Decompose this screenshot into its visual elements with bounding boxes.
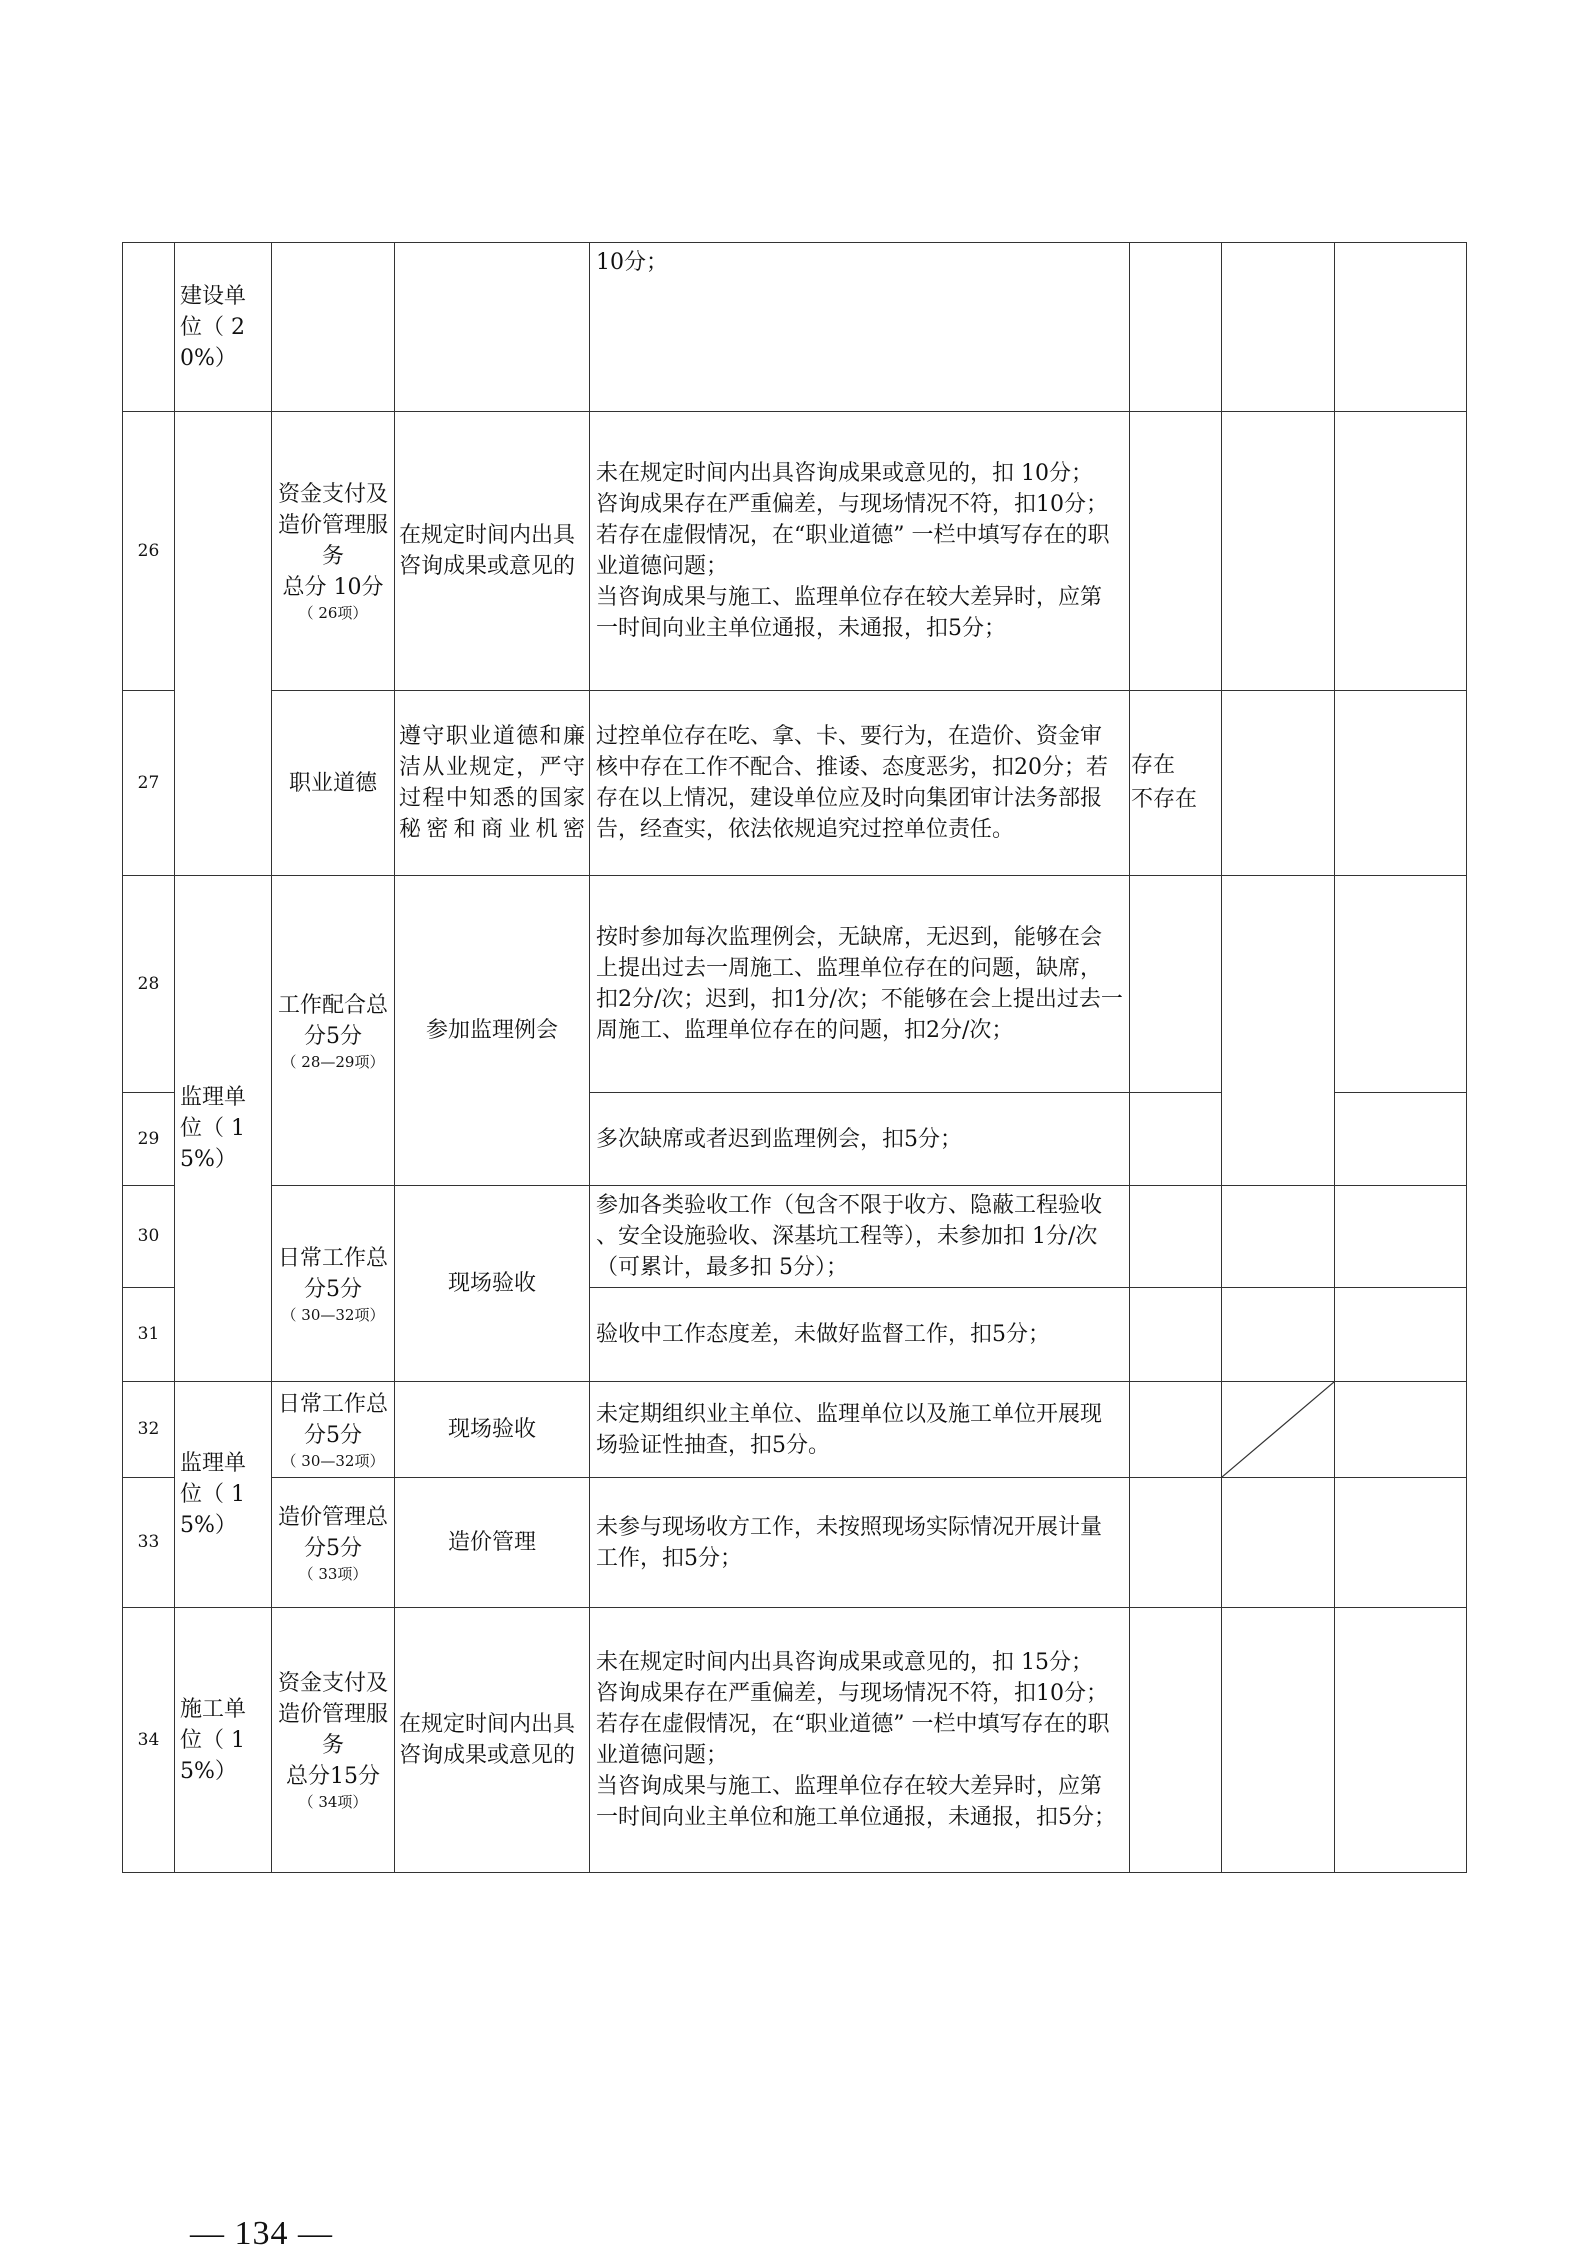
unit-cell: 监理单位（ 15%） bbox=[175, 876, 272, 1382]
score-cell bbox=[1222, 1288, 1335, 1382]
standard-cell: 现场验收 bbox=[395, 1382, 590, 1478]
result-cell bbox=[1130, 1478, 1222, 1608]
category-name: 资金支付及造价管理服务 bbox=[277, 482, 388, 569]
page-number: — 134 — bbox=[190, 2215, 333, 2252]
score-cell bbox=[1222, 1608, 1335, 1873]
table-row bbox=[123, 1608, 1467, 1873]
category-total: 总分 10分 bbox=[282, 575, 384, 600]
rule-line: 当咨询成果与施工、监理单位存在较大差异时，应第 一时间向业主单位通报，未通报，扣5分； bbox=[596, 585, 1103, 641]
row-number: 26 bbox=[123, 412, 175, 691]
result-cell bbox=[1130, 1093, 1222, 1186]
score-cell bbox=[1222, 876, 1335, 1186]
table-row bbox=[123, 1478, 1467, 1608]
unit-cell: 监理单位（ 15%） bbox=[175, 1382, 272, 1608]
category-cell bbox=[272, 1186, 395, 1382]
category-name: 日常工作总分5分 bbox=[277, 1391, 388, 1448]
category-range: （ 26项） bbox=[298, 604, 368, 622]
category-cell bbox=[272, 876, 395, 1186]
remark-cell bbox=[1335, 691, 1467, 876]
result-cell bbox=[1130, 1608, 1222, 1873]
remark-cell bbox=[1335, 1093, 1467, 1186]
remark-cell bbox=[1335, 1382, 1467, 1478]
category-cell bbox=[272, 1608, 395, 1873]
category-range: （ 28—29项） bbox=[281, 1052, 385, 1071]
row-number: 34 bbox=[123, 1608, 175, 1873]
category-name: 资金支付及造价管理服务 bbox=[277, 1671, 388, 1758]
category-cell bbox=[272, 1478, 395, 1608]
unit-cell: 建设单位（ 20%） bbox=[175, 243, 272, 412]
standard-cell bbox=[395, 243, 590, 412]
category-range: （ 30—32项） bbox=[281, 1305, 385, 1324]
category-name: 工作配合总分5分 bbox=[277, 992, 388, 1049]
rule-cell: 多次缺席或者迟到监理例会，扣5分； bbox=[590, 1093, 1130, 1186]
remark-cell bbox=[1335, 243, 1467, 412]
remark-cell bbox=[1335, 412, 1467, 691]
rule-cell: 验收中工作态度差，未做好监督工作，扣5分； bbox=[590, 1288, 1130, 1382]
category-range: （ 34项） bbox=[298, 1793, 368, 1811]
score-cell-slashed bbox=[1222, 1382, 1335, 1478]
table-row bbox=[123, 691, 1467, 876]
row-number: 29 bbox=[123, 1093, 175, 1186]
score-cell bbox=[1222, 1478, 1335, 1608]
result-cell bbox=[1130, 876, 1222, 1093]
row-number: 31 bbox=[123, 1288, 175, 1382]
category-range: （ 30—32项） bbox=[281, 1451, 385, 1470]
result-cell bbox=[1130, 1186, 1222, 1288]
rule-cell: 按时参加每次监理例会，无缺席，无迟到，能够在会 上提出过去一周施工、监理单位存在的问题，缺席，扣2分/次；迟到，扣1分/次；不能够在会上提出过去一 周施工、监理单位存在的问题，扣2分/次； bbox=[590, 876, 1130, 1093]
category-name: 造价管理总分5分 bbox=[277, 1504, 388, 1561]
rule-cell: 过控单位存在吃、拿、卡、要行为，在造价、资金审 核中存在工作不配合、推诿、态度恶劣，扣20分；若 存在以上情况，建设单位应及时向集团审计法务部报 告，经查实，依法依规追究过控单位责任。 bbox=[590, 691, 1130, 876]
score-cell bbox=[1222, 412, 1335, 691]
rule-cell bbox=[590, 412, 1130, 691]
table-row bbox=[123, 412, 1467, 691]
row-number: 33 bbox=[123, 1478, 175, 1608]
row-number: 28 bbox=[123, 876, 175, 1093]
rule-cell: 未参与现场收方工作，未按照现场实际情况开展计量 工作，扣5分； bbox=[590, 1478, 1130, 1608]
rule-cell: 10分； bbox=[590, 243, 1130, 412]
result-cell bbox=[1130, 691, 1222, 876]
standard-cell: 在规定时间内出具 咨询成果或意见的 bbox=[395, 412, 590, 691]
remark-cell bbox=[1335, 1186, 1467, 1288]
category-range: （ 33项） bbox=[298, 1564, 368, 1583]
standard-cell: 现场验收 bbox=[395, 1186, 590, 1382]
row-number bbox=[123, 243, 175, 412]
result-cell bbox=[1130, 1288, 1222, 1382]
score-cell bbox=[1222, 1186, 1335, 1288]
rule-line: 未在规定时间内出具咨询成果或意见的，扣 10分； bbox=[596, 461, 1093, 486]
table-row bbox=[123, 1186, 1467, 1288]
rule-cell: 未定期组织业主单位、监理单位以及施工单位开展现 场验证性抽查，扣5分。 bbox=[590, 1382, 1130, 1478]
standard-cell: 在规定时间内出具 咨询成果或意见的 bbox=[395, 1608, 590, 1873]
result-cell bbox=[1130, 412, 1222, 691]
result-cell bbox=[1130, 243, 1222, 412]
row-number: 30 bbox=[123, 1186, 175, 1288]
table-row bbox=[123, 876, 1467, 1093]
result-cell bbox=[1130, 1382, 1222, 1478]
category-total: 总分15分 bbox=[286, 1764, 380, 1789]
diagonal-slash bbox=[1222, 1382, 1334, 1477]
category-name: 日常工作总分5分 bbox=[277, 1245, 388, 1302]
result-option-exists: 存在 bbox=[1131, 753, 1176, 778]
evaluation-table bbox=[122, 242, 1467, 1873]
category-cell: 职业道德 bbox=[272, 691, 395, 876]
rule-line: 咨询成果存在严重偏差，与现场情况不符，扣10分； 若存在虚假情况，在“职业道德” 一栏中填写存在的职 业道德问题； bbox=[596, 492, 1110, 579]
standard-cell: 参加监理例会 bbox=[395, 876, 590, 1186]
standard-cell: 造价管理 bbox=[395, 1478, 590, 1608]
remark-cell bbox=[1335, 876, 1467, 1093]
standard-cell: 遵守职业道德和廉 洁从业规定，严守 过程中知悉的国家 秘密和商业机密 bbox=[395, 691, 590, 876]
rule-cell bbox=[590, 1608, 1130, 1873]
unit-cell-merged bbox=[175, 412, 272, 876]
row-number: 27 bbox=[123, 691, 175, 876]
score-cell bbox=[1222, 691, 1335, 876]
rule-line: 咨询成果存在严重偏差，与现场情况不符，扣10分； 若存在虚假情况，在“职业道德” 一栏中填写存在的职 业道德问题； bbox=[596, 1681, 1110, 1768]
table-row bbox=[123, 1382, 1467, 1478]
remark-cell bbox=[1335, 1288, 1467, 1382]
result-option-not-exists: 不存在 bbox=[1131, 787, 1198, 812]
category-cell bbox=[272, 243, 395, 412]
unit-cell: 施工单位（ 15%） bbox=[175, 1608, 272, 1873]
row-number: 32 bbox=[123, 1382, 175, 1478]
remark-cell bbox=[1335, 1608, 1467, 1873]
category-cell bbox=[272, 1382, 395, 1478]
rule-line: 当咨询成果与施工、监理单位存在较大差异时，应第 一时间向业主单位和施工单位通报，未通报，扣5分； bbox=[596, 1774, 1116, 1830]
table-row bbox=[123, 243, 1467, 412]
rule-cell: 参加各类验收工作（包含不限于收方、隐蔽工程验收 、安全设施验收、深基坑工程等），未参加扣 1分/次 （可累计，最多扣 5分）； bbox=[590, 1186, 1130, 1288]
score-cell bbox=[1222, 243, 1335, 412]
category-cell bbox=[272, 412, 395, 691]
remark-cell bbox=[1335, 1478, 1467, 1608]
rule-line: 未在规定时间内出具咨询成果或意见的，扣 15分； bbox=[596, 1650, 1093, 1675]
